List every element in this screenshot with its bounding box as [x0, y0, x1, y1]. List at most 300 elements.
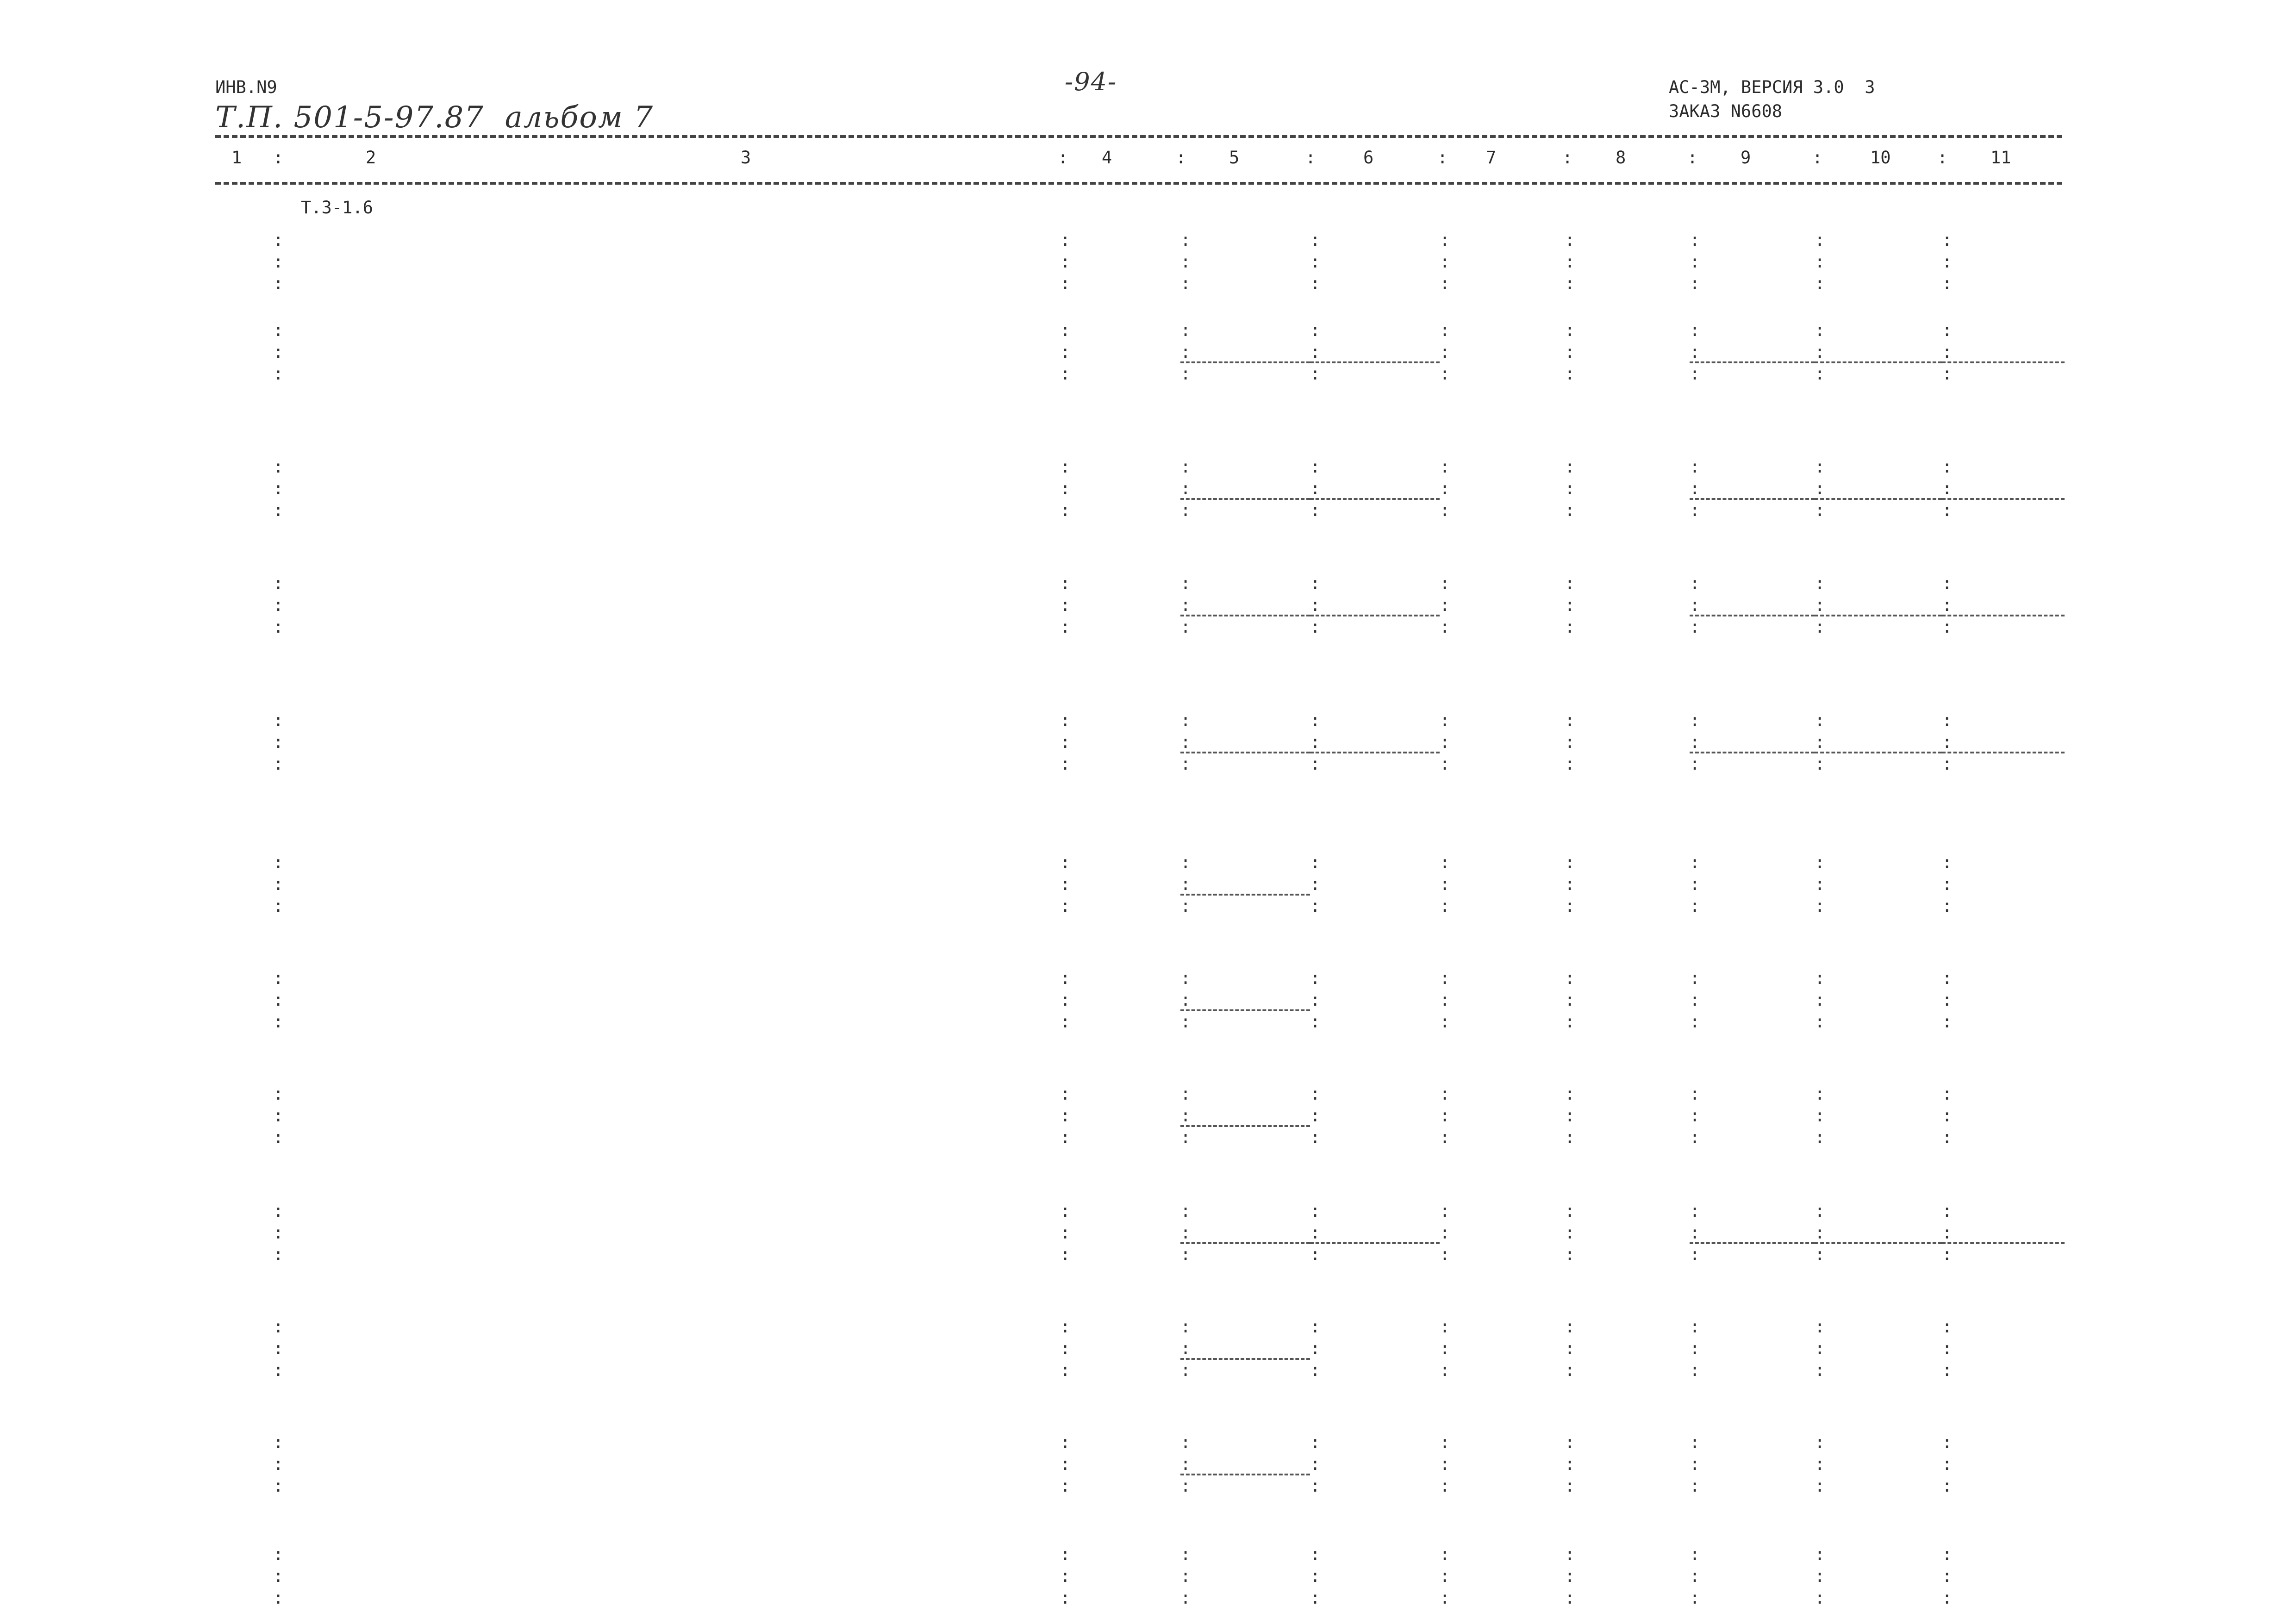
column-colon: : — [1690, 1338, 1700, 1358]
column-colon: : — [1310, 1127, 1321, 1147]
column-colon: : — [1180, 1566, 1191, 1586]
column-colon: : — [1310, 457, 1321, 477]
column-colon: : — [1565, 1432, 1575, 1452]
column-colon: : — [1180, 617, 1191, 637]
column-colon: : — [1942, 990, 1953, 1010]
value-separator — [1180, 894, 1310, 896]
column-colon: : — [273, 1566, 284, 1586]
column-colon: : — [1440, 874, 1450, 894]
column-colon: : — [1180, 754, 1191, 774]
column-colon: : — [1440, 617, 1450, 637]
column-colon: : — [1180, 1432, 1191, 1452]
column-colon: : — [273, 1223, 284, 1243]
column-colon: : — [1060, 1338, 1071, 1358]
column-colon: : — [1180, 710, 1191, 730]
column-colon: : — [1440, 1223, 1450, 1243]
value-separator — [1942, 1242, 2065, 1244]
column-colon: : — [1690, 342, 1700, 362]
column-colon: : — [1565, 1544, 1575, 1564]
column-colon: : — [1180, 500, 1191, 520]
column-colon: : — [1060, 990, 1071, 1010]
header-top-rule — [215, 135, 2062, 138]
column-colon: : — [1815, 573, 1825, 593]
column-colon: : — [1815, 1244, 1825, 1264]
column-colon: : — [1690, 595, 1700, 615]
value-separator — [1180, 1009, 1310, 1011]
column-colon: : — [1815, 274, 1825, 293]
column-colon: : — [1565, 500, 1575, 520]
column-separator: : — [1058, 148, 1068, 168]
column-colon: : — [1942, 457, 1953, 477]
column-colon: : — [1060, 1454, 1071, 1474]
top-note: Т.3-1.6 — [301, 198, 373, 218]
value-separator — [1180, 1474, 1310, 1475]
column-colon: : — [1310, 1588, 1321, 1608]
column-colon: : — [1942, 1476, 1953, 1496]
column-colon: : — [1440, 595, 1450, 615]
column-colon: : — [1815, 1127, 1825, 1147]
column-colon: : — [273, 230, 284, 250]
value-separator — [1180, 498, 1310, 500]
column-colon: : — [273, 320, 284, 340]
column-colon: : — [1060, 320, 1071, 340]
column-colon: : — [273, 1127, 284, 1147]
column-colon: : — [1440, 1201, 1450, 1221]
column-colon: : — [1565, 320, 1575, 340]
column-colon: : — [1440, 732, 1450, 752]
column-colon: : — [1180, 1106, 1191, 1126]
column-colon: : — [273, 896, 284, 916]
column-colon: : — [1942, 1338, 1953, 1358]
column-colon: : — [1690, 754, 1700, 774]
column-separator: : — [273, 148, 284, 168]
column-colon: : — [1690, 732, 1700, 752]
column-colon: : — [1942, 968, 1953, 988]
column-separator: : — [1437, 148, 1448, 168]
column-colon: : — [1565, 1338, 1575, 1358]
value-separator — [1942, 615, 2065, 616]
column-colon: : — [1180, 1317, 1191, 1337]
column-colon: : — [1690, 457, 1700, 477]
column-colon: : — [1180, 1127, 1191, 1147]
column-colon: : — [273, 1360, 284, 1380]
column-colon: : — [1060, 617, 1071, 637]
column-colon: : — [273, 252, 284, 272]
column-colon: : — [1180, 1338, 1191, 1358]
value-separator — [1180, 1358, 1310, 1360]
column-colon: : — [1815, 1454, 1825, 1474]
column-colon: : — [1942, 732, 1953, 752]
column-colon: : — [1565, 252, 1575, 272]
column-colon: : — [1815, 874, 1825, 894]
column-colon: : — [1942, 500, 1953, 520]
column-colon: : — [1690, 1544, 1700, 1564]
value-separator — [1815, 361, 1942, 363]
column-colon: : — [1310, 479, 1321, 498]
column-colon: : — [1180, 1201, 1191, 1221]
value-separator — [1942, 752, 2065, 753]
column-colon: : — [1180, 230, 1191, 250]
column-colon: : — [1565, 754, 1575, 774]
column-colon: : — [1815, 852, 1825, 872]
column-colon: : — [1565, 710, 1575, 730]
column-colon: : — [273, 274, 284, 293]
column-colon: : — [1942, 479, 1953, 498]
column-colon: : — [1060, 1201, 1071, 1221]
column-colon: : — [1690, 990, 1700, 1010]
column-colon: : — [273, 968, 284, 988]
column-colon: : — [1060, 852, 1071, 872]
column-colon: : — [1060, 1012, 1071, 1032]
column-colon: : — [1815, 500, 1825, 520]
column-colon: : — [1815, 595, 1825, 615]
column-colon: : — [1180, 968, 1191, 988]
column-colon: : — [1815, 479, 1825, 498]
column-colon: : — [1060, 1244, 1071, 1264]
column-colon: : — [1690, 1106, 1700, 1126]
column-colon: : — [1815, 1338, 1825, 1358]
column-colon: : — [1310, 1223, 1321, 1243]
column-colon: : — [273, 1476, 284, 1496]
column-colon: : — [1565, 1127, 1575, 1147]
column-colon: : — [1060, 710, 1071, 730]
column-colon: : — [273, 852, 284, 872]
column-colon: : — [1815, 230, 1825, 250]
column-colon: : — [1815, 1223, 1825, 1243]
value-separator — [1815, 615, 1942, 616]
column-colon: : — [1690, 1201, 1700, 1221]
column-colon: : — [1180, 320, 1191, 340]
column-colon: : — [1060, 896, 1071, 916]
column-colon: : — [1565, 1012, 1575, 1032]
column-colon: : — [273, 364, 284, 384]
value-separator — [1690, 498, 1815, 500]
column-colon: : — [1690, 1084, 1700, 1104]
column-colon: : — [1440, 320, 1450, 340]
value-separator — [1310, 1242, 1440, 1244]
column-number-3: 3 — [741, 148, 751, 168]
column-colon: : — [1690, 1127, 1700, 1147]
column-colon: : — [273, 457, 284, 477]
column-colon: : — [1815, 457, 1825, 477]
column-colon: : — [1690, 573, 1700, 593]
column-colon: : — [273, 732, 284, 752]
column-colon: : — [1815, 320, 1825, 340]
column-colon: : — [1440, 342, 1450, 362]
column-colon: : — [1180, 1084, 1191, 1104]
column-colon: : — [1180, 1244, 1191, 1264]
column-colon: : — [273, 1432, 284, 1452]
column-colon: : — [1060, 1588, 1071, 1608]
column-colon: : — [1180, 1544, 1191, 1564]
handwritten-reference: Т.П. 501-5-97.87 альбом 7 — [215, 100, 654, 135]
column-colon: : — [273, 342, 284, 362]
column-colon: : — [1815, 732, 1825, 752]
column-colon: : — [1565, 732, 1575, 752]
column-colon: : — [1060, 573, 1071, 593]
column-colon: : — [1815, 1360, 1825, 1380]
column-number-7: 7 — [1486, 148, 1497, 168]
column-colon: : — [1180, 1454, 1191, 1474]
column-colon: : — [1815, 1588, 1825, 1608]
column-colon: : — [1060, 1566, 1071, 1586]
column-colon: : — [1310, 595, 1321, 615]
column-colon: : — [1690, 252, 1700, 272]
value-separator — [1690, 1242, 1815, 1244]
column-colon: : — [1690, 874, 1700, 894]
column-colon: : — [1440, 1084, 1450, 1104]
column-colon: : — [1565, 896, 1575, 916]
column-colon: : — [1310, 1566, 1321, 1586]
column-colon: : — [1690, 1476, 1700, 1496]
column-colon: : — [1815, 754, 1825, 774]
column-colon: : — [1060, 364, 1071, 384]
column-separator: : — [1812, 148, 1823, 168]
value-separator — [1310, 498, 1440, 500]
column-colon: : — [1060, 754, 1071, 774]
column-colon: : — [1060, 252, 1071, 272]
column-colon: : — [273, 573, 284, 593]
column-colon: : — [1310, 1360, 1321, 1380]
column-colon: : — [1440, 1317, 1450, 1337]
column-colon: : — [1565, 1588, 1575, 1608]
column-colon: : — [1565, 1317, 1575, 1337]
column-colon: : — [1815, 1201, 1825, 1221]
column-colon: : — [1815, 1544, 1825, 1564]
column-colon: : — [1440, 457, 1450, 477]
column-colon: : — [273, 595, 284, 615]
column-colon: : — [1815, 1012, 1825, 1032]
column-colon: : — [1060, 1360, 1071, 1380]
column-colon: : — [1690, 710, 1700, 730]
column-colon: : — [1440, 1127, 1450, 1147]
column-colon: : — [1310, 874, 1321, 894]
value-separator — [1310, 361, 1440, 363]
column-colon: : — [1180, 342, 1191, 362]
column-colon: : — [1180, 252, 1191, 272]
column-colon: : — [1310, 732, 1321, 752]
column-separator: : — [1562, 148, 1573, 168]
column-separator: : — [1687, 148, 1698, 168]
column-colon: : — [1310, 1106, 1321, 1126]
column-colon: : — [1690, 274, 1700, 293]
column-colon: : — [1942, 320, 1953, 340]
column-colon: : — [1942, 230, 1953, 250]
column-colon: : — [1310, 1317, 1321, 1337]
column-colon: : — [1942, 1566, 1953, 1586]
column-colon: : — [1815, 1432, 1825, 1452]
column-colon: : — [273, 1544, 284, 1564]
column-number-11: 11 — [1990, 148, 2011, 168]
column-colon: : — [1180, 732, 1191, 752]
column-colon: : — [1310, 1432, 1321, 1452]
column-colon: : — [1440, 1106, 1450, 1126]
column-colon: : — [1310, 852, 1321, 872]
column-colon: : — [1942, 1544, 1953, 1564]
column-colon: : — [1565, 1201, 1575, 1221]
column-colon: : — [1565, 230, 1575, 250]
column-colon: : — [1690, 230, 1700, 250]
column-colon: : — [1690, 1360, 1700, 1380]
column-colon: : — [1815, 252, 1825, 272]
column-colon: : — [273, 1106, 284, 1126]
column-colon: : — [1060, 1127, 1071, 1147]
value-separator — [1815, 752, 1942, 753]
column-colon: : — [273, 1012, 284, 1032]
column-colon: : — [1440, 754, 1450, 774]
column-colon: : — [1942, 710, 1953, 730]
column-colon: : — [1565, 1360, 1575, 1380]
column-colon: : — [1310, 1544, 1321, 1564]
column-colon: : — [1440, 852, 1450, 872]
column-colon: : — [1942, 1360, 1953, 1380]
column-colon: : — [273, 1244, 284, 1264]
column-colon: : — [1942, 1106, 1953, 1126]
column-colon: : — [273, 1201, 284, 1221]
value-separator — [1310, 752, 1440, 753]
column-colon: : — [1440, 364, 1450, 384]
column-colon: : — [1310, 364, 1321, 384]
column-colon: : — [1690, 617, 1700, 637]
column-colon: : — [1310, 1476, 1321, 1496]
column-colon: : — [1690, 1223, 1700, 1243]
column-colon: : — [273, 1454, 284, 1474]
value-separator — [1180, 615, 1310, 616]
column-colon: : — [1060, 874, 1071, 894]
column-colon: : — [1565, 1476, 1575, 1496]
column-colon: : — [1565, 874, 1575, 894]
column-colon: : — [1942, 617, 1953, 637]
column-colon: : — [1060, 479, 1071, 498]
column-colon: : — [1440, 252, 1450, 272]
column-colon: : — [1060, 274, 1071, 293]
column-colon: : — [1440, 990, 1450, 1010]
column-colon: : — [1440, 1012, 1450, 1032]
value-separator — [1690, 361, 1815, 363]
column-colon: : — [1180, 1476, 1191, 1496]
column-colon: : — [1060, 1317, 1071, 1337]
column-separator: : — [1305, 148, 1316, 168]
column-colon: : — [1690, 968, 1700, 988]
value-separator — [1180, 361, 1310, 363]
page-number: -94- — [1065, 67, 1117, 96]
column-colon: : — [1180, 595, 1191, 615]
column-colon: : — [1180, 364, 1191, 384]
column-colon: : — [1942, 274, 1953, 293]
column-colon: : — [1565, 573, 1575, 593]
column-colon: : — [1310, 1454, 1321, 1474]
column-colon: : — [1310, 1201, 1321, 1221]
column-colon: : — [1180, 896, 1191, 916]
column-colon: : — [1440, 1544, 1450, 1564]
column-colon: : — [273, 874, 284, 894]
column-colon: : — [1180, 573, 1191, 593]
column-colon: : — [1942, 1201, 1953, 1221]
column-colon: : — [1942, 896, 1953, 916]
column-colon: : — [1060, 500, 1071, 520]
column-colon: : — [1942, 595, 1953, 615]
column-number-6: 6 — [1363, 148, 1374, 168]
column-colon: : — [273, 1084, 284, 1104]
column-colon: : — [273, 617, 284, 637]
column-colon: : — [273, 1317, 284, 1337]
column-colon: : — [1310, 252, 1321, 272]
column-colon: : — [1815, 968, 1825, 988]
column-colon: : — [1690, 896, 1700, 916]
column-colon: : — [1815, 1084, 1825, 1104]
column-colon: : — [1060, 1544, 1071, 1564]
column-colon: : — [1690, 1012, 1700, 1032]
column-number-10: 10 — [1870, 148, 1891, 168]
column-colon: : — [1180, 1223, 1191, 1243]
column-number-1: 1 — [231, 148, 242, 168]
column-colon: : — [1440, 1244, 1450, 1264]
value-separator — [1690, 615, 1815, 616]
column-colon: : — [273, 479, 284, 498]
column-colon: : — [1060, 1106, 1071, 1126]
column-colon: : — [1942, 1127, 1953, 1147]
column-colon: : — [1815, 364, 1825, 384]
column-colon: : — [1942, 1244, 1953, 1264]
column-colon: : — [1690, 500, 1700, 520]
column-colon: : — [1440, 1588, 1450, 1608]
value-separator — [1690, 752, 1815, 753]
column-colon: : — [1565, 457, 1575, 477]
column-colon: : — [1180, 874, 1191, 894]
column-colon: : — [1060, 968, 1071, 988]
column-colon: : — [1310, 1338, 1321, 1358]
column-colon: : — [1180, 1012, 1191, 1032]
column-colon: : — [1440, 896, 1450, 916]
column-colon: : — [1180, 1588, 1191, 1608]
column-colon: : — [1815, 617, 1825, 637]
column-colon: : — [1942, 573, 1953, 593]
column-colon: : — [1815, 1566, 1825, 1586]
column-colon: : — [273, 1588, 284, 1608]
column-colon: : — [1060, 1476, 1071, 1496]
column-colon: : — [1565, 274, 1575, 293]
column-colon: : — [1815, 1106, 1825, 1126]
column-colon: : — [1440, 573, 1450, 593]
column-colon: : — [1565, 479, 1575, 498]
column-colon: : — [1440, 1566, 1450, 1586]
column-colon: : — [1180, 852, 1191, 872]
column-colon: : — [1690, 852, 1700, 872]
column-colon: : — [1310, 1084, 1321, 1104]
column-colon: : — [273, 754, 284, 774]
header-bottom-rule — [215, 182, 2062, 185]
column-colon: : — [1440, 1338, 1450, 1358]
column-colon: : — [1565, 1566, 1575, 1586]
column-separator: : — [1937, 148, 1948, 168]
column-colon: : — [1440, 1476, 1450, 1496]
column-colon: : — [1060, 342, 1071, 362]
column-colon: : — [1310, 968, 1321, 988]
column-colon: : — [1310, 274, 1321, 293]
column-colon: : — [1440, 274, 1450, 293]
column-colon: : — [1310, 617, 1321, 637]
column-colon: : — [1440, 500, 1450, 520]
column-colon: : — [1942, 1012, 1953, 1032]
column-colon: : — [1440, 1454, 1450, 1474]
column-colon: : — [1180, 479, 1191, 498]
column-colon: : — [1440, 230, 1450, 250]
column-colon: : — [1565, 617, 1575, 637]
column-colon: : — [1942, 1454, 1953, 1474]
column-colon: : — [1310, 710, 1321, 730]
column-colon: : — [1060, 1223, 1071, 1243]
value-separator — [1942, 498, 2065, 500]
